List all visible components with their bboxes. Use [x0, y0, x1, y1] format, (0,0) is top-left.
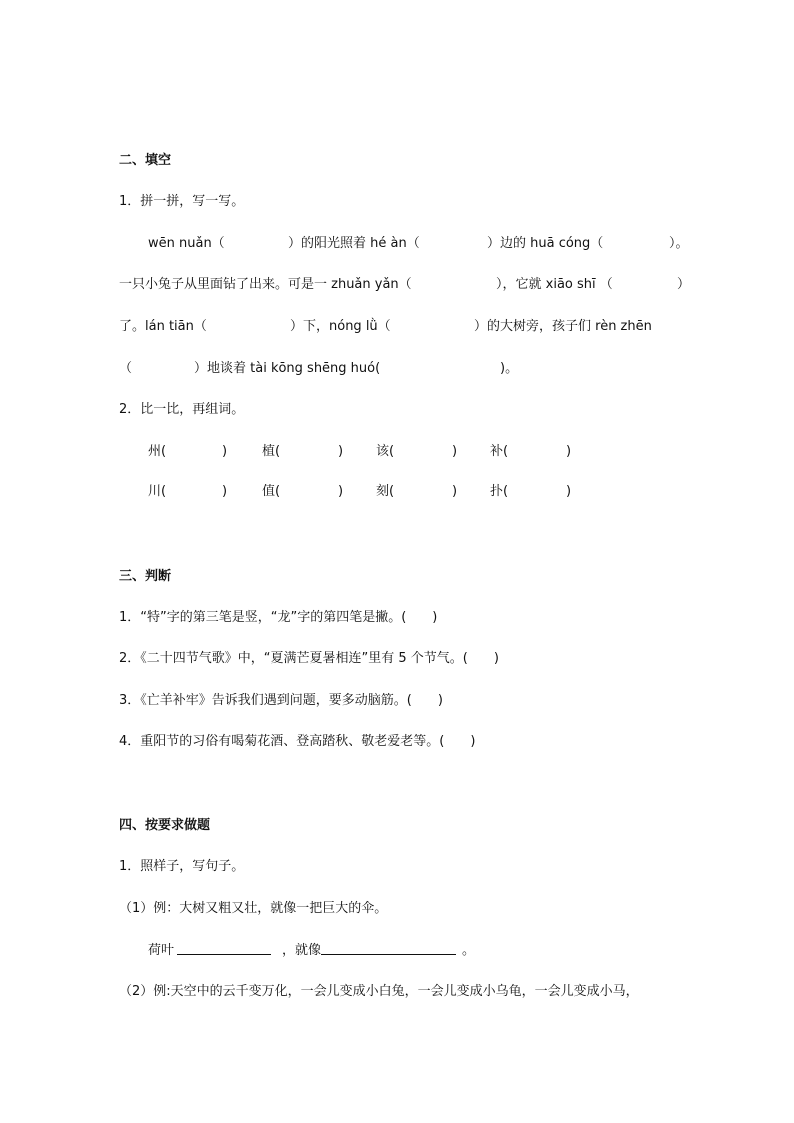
pinyin-line-4-b: ）地谈着 tài kōng shēng huó(	[194, 361, 381, 376]
pinyin-line-3-c: ）的大树旁，孩子们 rèn zhēn	[474, 319, 652, 334]
compare-char: 川(	[148, 484, 167, 499]
judge-item-3: 3．《亡羊补牢》告诉我们遇到问题，要多动脑筋。( )	[119, 693, 443, 708]
compare-close: )	[222, 484, 228, 499]
pinyin-line-1-d: ）。	[669, 236, 689, 251]
pinyin-line-1	[0, 235, 794, 253]
compare-char: 刻(	[376, 484, 395, 499]
question-1-label: 1．拼一拼，写一写。	[119, 194, 245, 209]
pinyin-line-3	[0, 318, 794, 336]
fill-end: 。	[462, 943, 476, 958]
rewrite-question-label: 1．照样子，写句子。	[119, 859, 245, 874]
judge-item-1: 1．“特”字的第三笔是竖，“龙”字的第四笔是撇。( )	[119, 610, 438, 625]
question-2-label: 2．比一比，再组词。	[119, 402, 245, 417]
example-2: （2）例:天空中的云千变万化，一会儿变成小白兔，一会儿变成小乌龟，一会儿变成小马，	[119, 984, 639, 999]
compare-char: 该(	[376, 444, 395, 459]
example-1: （1）例：大树又粗又壮，就像一把巨大的伞。	[119, 901, 388, 916]
compare-char: 扑(	[490, 484, 509, 499]
pinyin-line-2-a: 一只小兔子从里面钻了出来。可是一 zhuǎn yǎn（	[119, 277, 412, 292]
pinyin-line-1-c: ）边的 huā cóng（	[487, 236, 604, 251]
pinyin-line-2-c: ）	[677, 277, 691, 292]
compare-char: 值(	[262, 484, 281, 499]
pinyin-line-2	[0, 276, 794, 294]
pinyin-line-4-c: )。	[500, 361, 519, 376]
pinyin-line-3-b: ）下，nóng lǜ（	[290, 319, 391, 334]
section-2-title: 二、填空	[119, 153, 172, 168]
pinyin-line-2-b: ），它就 xiāo shī （	[496, 277, 613, 292]
section-3-title: 三、判断	[119, 569, 172, 584]
compare-close: )	[338, 444, 344, 459]
pinyin-line-3-a: 了。lán tiān（	[119, 319, 207, 334]
pinyin-line-1-a: wēn nuǎn（	[148, 236, 225, 251]
compare-close: )	[338, 484, 344, 499]
fill-prefix: 荷叶	[148, 943, 175, 958]
section-4-title: 四、按要求做题	[119, 818, 211, 833]
compare-close: )	[566, 484, 572, 499]
compare-close: )	[452, 484, 458, 499]
compare-close: )	[222, 444, 228, 459]
compare-char: 植(	[262, 444, 281, 459]
judge-item-4: 4．重阳节的习俗有喝菊花酒、登高踏秋、敬老爱老等。( )	[119, 734, 476, 749]
compare-char: 州(	[148, 444, 167, 459]
fill-blank-1[interactable]	[177, 942, 271, 955]
compare-char: 补(	[490, 444, 509, 459]
compare-close: )	[452, 444, 458, 459]
pinyin-line-1-b: ）的阳光照着 hé àn（	[288, 236, 420, 251]
pinyin-line-4-a: （	[119, 361, 133, 376]
compare-row-2	[0, 483, 794, 501]
pinyin-line-4	[0, 360, 794, 378]
judge-item-2: 2．《二十四节气歌》中，“夏满芒夏暑相连”里有 5 个节气。( )	[119, 651, 499, 666]
compare-row-1	[0, 443, 794, 461]
fill-blank-2[interactable]	[321, 942, 456, 955]
compare-close: )	[566, 444, 572, 459]
fill-middle: ，就像	[282, 943, 322, 958]
fill-line	[0, 942, 794, 960]
